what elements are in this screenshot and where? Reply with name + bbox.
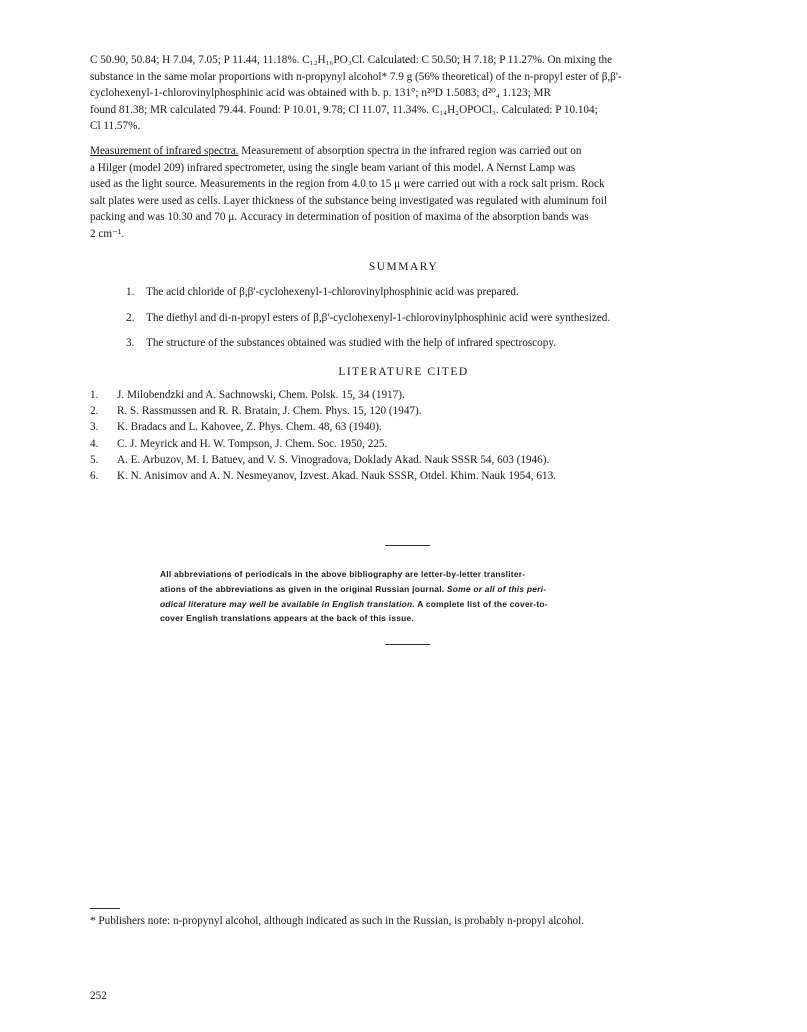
paragraph-line: packing and was 10.30 and 70 μ. Accuracy in determination of position of maxima of the absorption bands was xyxy=(90,211,589,223)
reference-list xyxy=(90,387,740,484)
note-italic-text: odical literature may well be available in English translation. xyxy=(160,598,415,609)
paragraph-line: cyclohexenyl-1-chlorovinylphosphinic acid was obtained with b. p. 131°; n²⁰D 1.5083; d²⁰₄ 1.123; MR xyxy=(90,87,551,99)
summary-heading: SUMMARY xyxy=(368,261,439,273)
paragraph-line: 2 cm⁻¹. xyxy=(90,227,125,240)
reference-number: 4. xyxy=(90,437,99,450)
reference-item xyxy=(90,452,740,468)
note-text: ations of the abbreviations as given in the original Russian journal. xyxy=(160,583,445,594)
paragraph-line: substance in the same molar proportions with n-propynyl alcohol* 7.9 g (56% theoretical) of the n-propyl ester of β,β'- xyxy=(90,70,622,83)
paragraph-line: salt plates were used as cells. Layer thickness of the substance being investigated was regulated with aluminum foil xyxy=(90,194,607,207)
publisher-footnote: * Publishers note: n-propynyl alcohol, although indicated as such in the Russian, is probably n-propyl alcohol. xyxy=(90,915,585,927)
paragraph-line: found 81.38; MR calculated 79.44. Found: P 10.01, 9.78; Cl 11.07, 11.34%. C₁₄H₂OPOCl₃. Calculated: P 10.104; xyxy=(90,103,598,116)
reference-item xyxy=(90,436,740,452)
reference-number: 3. xyxy=(90,421,99,434)
reference-text: A. E. Arbuzov, M. I. Batuev, and V. S. Vinogradova, Doklady Akad. Nauk SSSR 54, 603 (1946). xyxy=(117,453,550,466)
infrared-paragraph xyxy=(90,143,740,242)
reference-item xyxy=(90,403,740,419)
summary-item-text: The diethyl and di-n-propyl esters of β,β'-cyclohexenyl-1-chlorovinylphosphinic acid were synthesized. xyxy=(146,311,611,324)
summary-item xyxy=(126,284,746,300)
reference-text: J. Milobendzki and A. Sachnowski, Chem. Polsk. 15, 34 (1917). xyxy=(117,389,405,401)
reference-text: K. Bradacs and L. Kahovee, Z. Phys. Chem. 48, 63 (1940). xyxy=(117,421,382,434)
paragraph-line: used as the light source. Measurements in the region from 4.0 to 15 μ were carried out with a rock salt prism. Rock xyxy=(90,178,605,190)
section-heading-infrared: Measurement of infrared spectra. xyxy=(90,145,239,157)
summary-item-number: 3. xyxy=(126,337,135,349)
summary-item-text: The acid chloride of β,β'-cyclohexenyl-1-chlorovinylphosphinic acid was prepared. xyxy=(146,286,519,298)
summary-item xyxy=(126,335,746,351)
summary-item-number: 2. xyxy=(126,311,135,324)
paragraph-line: C 50.90, 50.84; H 7.04, 7.05; P 11.44, 11.18%. C₁₂H₁₆PO₃Cl. Calculated: C 50.50; H 7.18; P 11.27%. On mixing the xyxy=(90,54,613,66)
analysis-paragraph xyxy=(90,52,740,135)
note-italic-text: Some or all of this peri- xyxy=(444,583,547,594)
reference-text: R. S. Rassmussen and R. R. Bratain, J. Chem. Phys. 15, 120 (1947). xyxy=(117,405,422,418)
reference-number: 5. xyxy=(90,453,99,466)
reference-item xyxy=(90,468,740,484)
reference-text: C. J. Meyrick and H. W. Tompson, J. Chem. Soc. 1950, 225. xyxy=(117,437,388,450)
note-line xyxy=(160,597,650,612)
note-line xyxy=(160,582,650,597)
note-line: All abbreviations of periodicals in the above bibliography are letter-by-letter transliter- xyxy=(160,569,526,579)
divider-rule xyxy=(385,545,430,546)
reference-text: K. N. Anisimov and A. N. Nesmeyanov, Izvest. Akad. Nauk SSSR, Otdel. Khim. Nauk 1954, 613. xyxy=(117,470,556,483)
abbreviations-note xyxy=(160,567,650,626)
note-line: cover English translations appears at the back of this issue. xyxy=(160,613,415,624)
reference-number: 2. xyxy=(90,405,99,418)
summary-item-number: 1. xyxy=(126,286,135,298)
reference-number: 1. xyxy=(90,389,99,401)
divider-rule xyxy=(385,644,430,645)
paragraph-line: a Hilger (model 209) infrared spectrometer, using the single beam variant of this model. A Nernst Lamp was xyxy=(90,161,576,174)
page-number: 252 xyxy=(90,990,107,1002)
literature-heading: LITERATURE CITED xyxy=(338,366,469,378)
note-text: A complete list of the cover-to- xyxy=(414,598,548,609)
paragraph-text: Measurement of absorption spectra in the infrared region was carried out on xyxy=(238,145,582,157)
paragraph-line: Cl 11.57%. xyxy=(90,120,141,132)
summary-item-text: The structure of the substances obtained was studied with the help of infrared spectroscopy. xyxy=(146,337,556,349)
paragraph-line xyxy=(90,143,740,160)
reference-number: 6. xyxy=(90,470,99,483)
summary-list xyxy=(126,284,746,361)
footnote-rule xyxy=(90,908,120,909)
summary-item xyxy=(126,310,746,326)
reference-item xyxy=(90,419,740,435)
reference-item xyxy=(90,387,740,403)
